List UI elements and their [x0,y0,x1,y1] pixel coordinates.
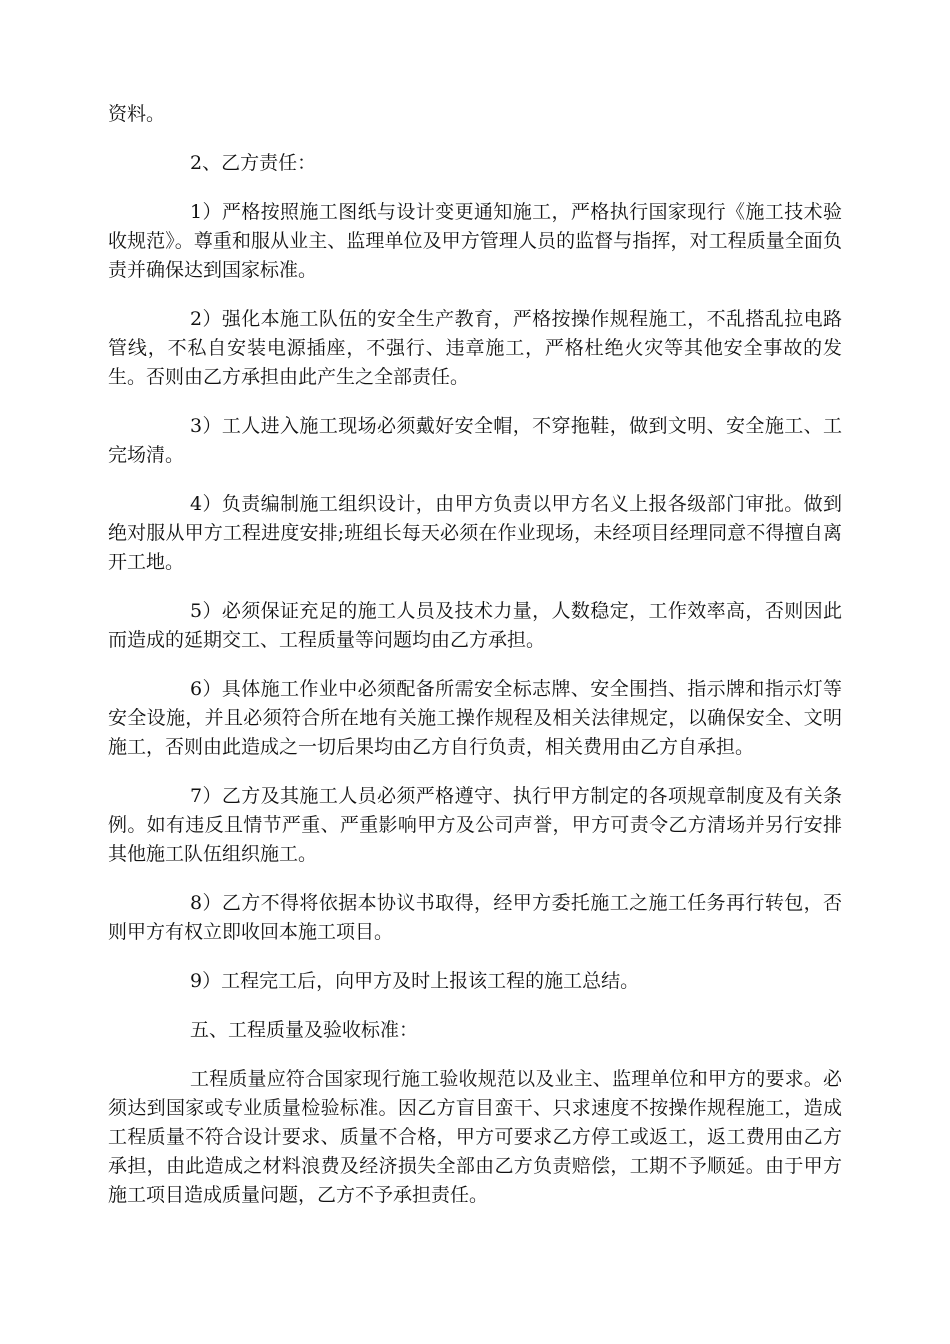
clause-8: 8）乙方不得将依据本协议书取得，经甲方委托施工之施工任务再行转包，否则甲方有权立即收回本施工项目。 [108,892,842,943]
clause-5: 5）必须保证充足的施工人员及技术力量，人数稳定，工作效率高，否则因此而造成的延期交工、工程质量等问题均由乙方承担。 [108,600,842,651]
clause-4: 4）负责编制施工组织设计，由甲方负责以甲方名义上报各级部门审批。做到绝对服从甲方工程进度安排;班组长每天必须在作业现场，未经项目经理同意不得擅自离开工地。 [108,493,842,573]
section-heading-quality-acceptance: 五、工程质量及验收标准： [190,1019,419,1041]
clause-7: 7）乙方及其施工人员必须严格遵守、执行甲方制定的各项规章制度及有关条例。如有违反且情节严重、严重影响甲方及公司声誉，甲方可责令乙方清场并另行安排其他施工队伍组织施工。 [108,785,842,865]
clause-6: 6）具体施工作业中必须配备所需安全标志牌、安全围挡、指示牌和指示灯等安全设施，并且必须符合所在地有关施工操作规程及相关法律规定，以确保安全、文明施工，否则由此造成之一切后果均由乙方自行负责，相关费用由乙方自承担。 [108,678,842,758]
clause-3: 3）工人进入施工现场必须戴好安全帽，不穿拖鞋，做到文明、安全施工、工完场清。 [108,415,842,466]
clause-2: 2）强化本施工队伍的安全生产教育，严格按操作规程施工，不乱搭乱拉电路管线，不私自安装电源插座，不强行、违章施工，严格杜绝火灾等其他安全事故的发生。否则由乙方承担由此产生之全部责任。 [108,308,842,388]
clause-9: 9）工程完工后，向甲方及时上报该工程的施工总结。 [190,970,640,992]
quality-standard-paragraph: 工程质量应符合国家现行施工验收规范以及业主、监理单位和甲方的要求。必须达到国家或专业质量检验标准。因乙方盲目蛮干、只求速度不按操作规程施工，造成工程质量不符合设计要求、质量不合格，甲方可要求乙方停工或返工，返工费用由乙方承担，由此造成之材料浪费及经济损失全部由乙方负责赔偿，工期不予顺延。由于甲方施工项目造成质量问题，乙方不予承担责任。 [108,1068,842,1206]
section-heading-party-b-responsibilities: 2、乙方责任： [190,152,317,174]
document-body [108,100,842,1230]
paragraph-continuation: 资料。 [108,103,166,125]
clause-1: 1）严格按照施工图纸与设计变更通知施工，严格执行国家现行《施工技术验收规范》。尊重和服从业主、监理单位及甲方管理人员的监督与指挥，对工程质量全面负责并确保达到国家标准。 [108,201,842,281]
